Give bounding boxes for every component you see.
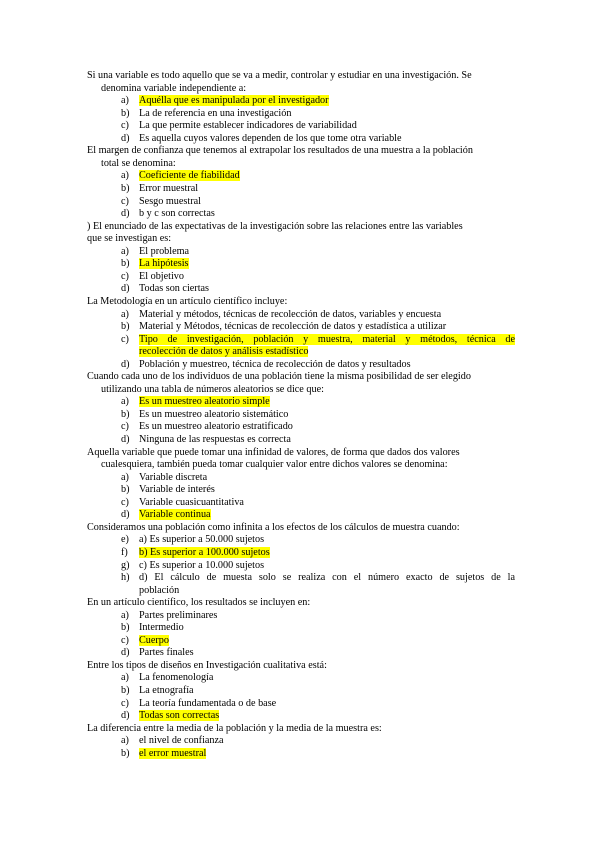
option-text: Es un muestreo aleatorio sistemático (139, 408, 289, 420)
question-stem-line (87, 660, 327, 672)
option-text: el error muestral (139, 747, 207, 759)
question-stem-line (101, 158, 176, 170)
option-text: d) El cálculo de muesta solo se realiza con el número exacto de sujetos de la (139, 572, 515, 583)
answer-option (121, 685, 194, 697)
option-marker: h) (121, 572, 130, 583)
question-stem-text: Cuando cada uno de los individuos de una población tiene la misma posibilidad de ser elegido (87, 371, 471, 383)
option-text: Población y muestreo, técnica de recolección de datos y resultados (139, 358, 411, 370)
question-stem-line (87, 723, 382, 735)
option-text: Material y Métodos, técnicas de recolección de datos y estadística a utilizar (139, 321, 447, 332)
option-text: La teoría fundamentada o de base (139, 697, 277, 709)
question-stem-text: cualesquiera, también pueda tomar cualquier valor entre dichos valores se denomina: (101, 459, 448, 471)
question-stem-text: La Metodología en un artículo científico incluye: (87, 295, 288, 307)
option-marker: d) (121, 358, 130, 370)
option-marker: a) (121, 95, 129, 107)
option-text: Es un muestreo aleatorio estratificado (139, 421, 293, 433)
answer-option (121, 183, 198, 195)
option-marker: a) (121, 170, 129, 182)
option-marker: e) (121, 534, 129, 546)
option-text: Aquélla que es manipulada por el investigador (139, 95, 329, 107)
option-marker: d) (121, 710, 130, 721)
option-marker: b) (121, 684, 130, 696)
answer-option (121, 396, 270, 408)
option-marker: c) (121, 120, 129, 132)
option-marker: c) (121, 333, 129, 345)
option-text: La hipótesis (139, 258, 189, 270)
option-text: Coeficiente de fiabilidad (139, 170, 240, 182)
question-stem-text: ) El enunciado de las expectativas de la investigación sobre las relaciones entre las variables (87, 220, 463, 232)
option-text: Ninguna de las respuestas es correcta (139, 434, 291, 445)
option-text: La de referencia en una investigación (139, 107, 292, 119)
answer-option (121, 748, 206, 760)
answer-option (121, 534, 264, 546)
option-marker: a) (121, 735, 129, 747)
option-marker: c) (121, 195, 129, 207)
question-stem-line (87, 296, 287, 308)
option-text: El problema (139, 245, 190, 257)
question-stem-line (87, 597, 310, 609)
option-marker: a) (121, 672, 129, 684)
option-marker: a) (121, 308, 129, 320)
question-stem-text: que se investigan es: (87, 233, 172, 245)
option-text: Es aquella cuyos valores dependen de los que tome otra variable (139, 132, 402, 144)
option-marker: d) (121, 208, 130, 220)
option-marker: b) (121, 747, 130, 759)
answer-option (121, 271, 184, 283)
question-stem-line (87, 145, 473, 157)
option-marker: d) (121, 434, 130, 445)
option-marker: b) (121, 408, 130, 420)
option-text: La que permite establecer indicadores de variabilidad (139, 120, 357, 132)
question-stem-line (101, 459, 448, 471)
option-marker: d) (121, 509, 130, 521)
answer-option (121, 497, 244, 509)
answer-option (121, 108, 291, 120)
option-text: Intermedio (139, 622, 184, 634)
option-marker: f) (121, 546, 128, 558)
option-text: Todas son ciertas (139, 283, 210, 295)
option-text: Material y métodos, técnicas de recolección de datos, variables y encuesta (139, 308, 442, 320)
option-marker: b) (121, 107, 130, 119)
answer-option (121, 622, 184, 634)
option-marker: d) (121, 132, 130, 144)
option-text: El objetivo (139, 270, 184, 282)
question-stem-line (87, 221, 463, 233)
answer-option (121, 434, 291, 446)
option-text: La fenomenología (139, 672, 214, 684)
option-text: Variable cuasicuantitativa (139, 496, 244, 508)
question-stem-line (87, 70, 472, 82)
question-stem-line (87, 522, 460, 534)
option-text: a) Es superior a 50.000 sujetos (139, 534, 265, 546)
option-text: Es un muestreo aleatorio simple (139, 396, 270, 408)
option-text: Variable discreta (139, 471, 208, 483)
option-marker: a) (121, 245, 129, 257)
answer-option (121, 409, 288, 421)
answer-option (121, 672, 213, 684)
option-text: La etnografía (139, 684, 194, 696)
question-stem-text: En un artículo científico, los resultados se incluyen en: (87, 597, 311, 609)
question-stem-text: total se denomina: (101, 157, 176, 169)
option-marker: c) (121, 421, 129, 433)
option-marker: c) (121, 634, 129, 646)
option-marker: g) (121, 559, 130, 571)
answer-option (121, 472, 207, 484)
answer-option (121, 635, 169, 647)
answer-option (121, 547, 270, 559)
answer-option-continuation (139, 585, 179, 597)
question-stem-text: utilizando una tabla de números aleatorios se dice que: (101, 383, 324, 395)
answer-option (121, 309, 441, 321)
question-stem-line (101, 384, 324, 396)
answer-option-continuation (139, 346, 308, 358)
option-text: Error muestral (139, 183, 199, 194)
question-stem-line (87, 233, 171, 245)
question-stem-text: Consideramos una población como infinita a los efectos de los cálculos de muestra cuando: (87, 521, 460, 533)
option-marker: b) (121, 622, 130, 634)
answer-option (121, 208, 215, 220)
option-text: b y c son correctas (139, 208, 215, 220)
answer-option (121, 572, 515, 584)
answer-option (121, 610, 217, 622)
answer-option (121, 484, 215, 496)
option-text: b) Es superior a 100.000 sujetos (139, 546, 270, 558)
option-marker: b) (121, 183, 130, 194)
option-text: Partes finales (139, 647, 194, 659)
option-marker: a) (121, 396, 129, 408)
question-stem-line (87, 371, 471, 383)
answer-option (121, 698, 276, 710)
option-text: Variable continua (139, 509, 211, 521)
answer-option (121, 421, 293, 433)
answer-option (121, 196, 201, 208)
question-stem-line (87, 447, 460, 459)
question-stem-text: denomina variable independiente a: (101, 82, 247, 94)
option-marker: a) (121, 609, 129, 621)
answer-option (121, 509, 211, 521)
answer-option (121, 321, 446, 333)
option-marker: b) (121, 484, 130, 496)
option-text: Sesgo muestral (139, 195, 201, 207)
answer-option (121, 710, 219, 722)
option-text: Partes preliminares (139, 609, 218, 621)
option-text: el nivel de confianza (139, 735, 224, 747)
answer-option (121, 246, 189, 258)
question-stem-text: Aquella variable que puede tomar una infinidad de valores, de forma que dados dos valores (87, 446, 460, 458)
option-marker: b) (121, 258, 130, 270)
option-marker: c) (121, 496, 129, 508)
question-stem-line (101, 83, 246, 95)
option-text: Todas son correctas (139, 710, 220, 721)
option-marker: d) (121, 647, 130, 659)
option-text: Cuerpo (139, 634, 169, 646)
option-text-continued: población (139, 584, 180, 596)
option-text: c) Es superior a 10.000 sujetos (139, 559, 265, 571)
question-stem-text: Entre los tipos de diseños en Investigación cualitativa está: (87, 659, 327, 671)
answer-option (121, 334, 515, 346)
answer-option (121, 95, 329, 107)
answer-option (121, 258, 189, 270)
answer-option (121, 560, 264, 572)
answer-option (121, 735, 224, 747)
answer-option (121, 170, 240, 182)
question-stem-text: La diferencia entre la media de la población y la media de la muestra es: (87, 722, 382, 734)
answer-option (121, 647, 194, 659)
option-marker: c) (121, 697, 129, 709)
option-marker: b) (121, 321, 130, 332)
question-stem-text: Si una variable es todo aquello que se va a medir, controlar y estudiar en una investigación. Se (87, 70, 472, 81)
question-stem-text: El margen de confianza que tenemos al extrapolar los resultados de una muestra a la población (87, 145, 473, 157)
answer-option (121, 283, 209, 295)
answer-option (121, 359, 411, 371)
option-text-continued: recolección de datos y análisis estadístico (139, 346, 309, 358)
option-marker: a) (121, 471, 129, 483)
option-text: Tipo de investigación, población y muestra, material y métodos, técnica de (139, 333, 515, 345)
answer-option (121, 120, 357, 132)
answer-option (121, 133, 402, 145)
option-text: Variable de interés (139, 484, 215, 496)
option-marker: c) (121, 270, 129, 282)
option-marker: d) (121, 283, 130, 295)
